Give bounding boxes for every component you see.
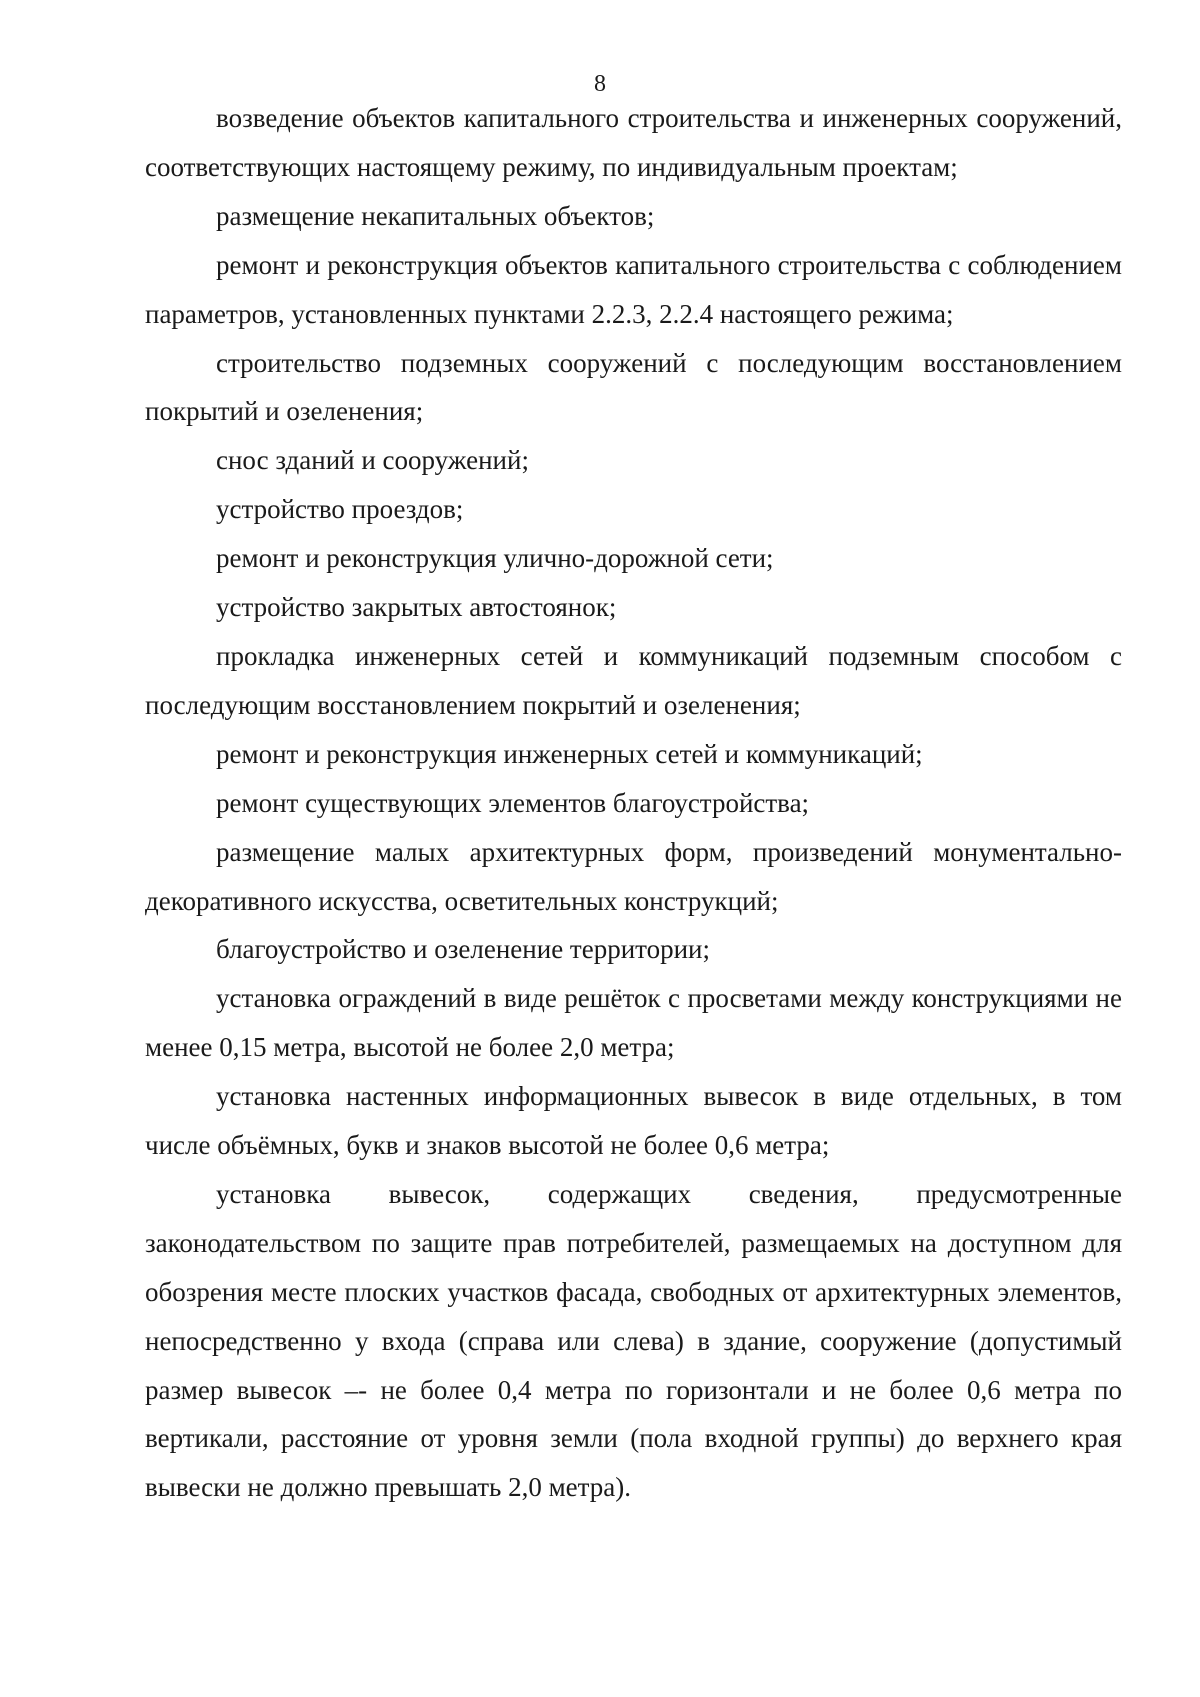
paragraph: снос зданий и сооружений;	[216, 445, 529, 476]
paragraph: устройство проездов;	[216, 494, 464, 525]
paragraph: прокладка инженерных сетей и коммуникаций подземным способом с последующим восстановлением покрытий и озеленения;	[145, 640, 1122, 720]
document-body	[145, 94, 1122, 1512]
paragraph: установка настенных информационных вывесок в виде отдельных, в том числе объёмных, букв и знаков высотой не более 0,6 метра;	[145, 1081, 1122, 1161]
paragraph: устройство закрытых автостоянок;	[216, 592, 617, 623]
paragraph: установка ограждений в виде решёток с просветами между конструкциями не менее 0,15 метра, высотой не более 2,0 метра;	[145, 983, 1122, 1063]
paragraph: ремонт и реконструкция объектов капитального строительства с соблюдением параметров, установленных пунктами 2.2.3, 2.2.4 настоящего режима;	[145, 249, 1122, 329]
paragraph: строительство подземных сооружений с последующим восстановлением покрытий и озеленения;	[145, 347, 1122, 427]
paragraph: ремонт существующих элементов благоустройства;	[216, 787, 810, 818]
paragraph: размещение малых архитектурных форм, произведений монументально-декоративного искусства, осветительных конструкций;	[145, 836, 1122, 916]
paragraph: установка вывесок, содержащих сведения, предусмотренные законодательством по защите прав потребителей, размещаемых на доступном для обозрения месте плоских участков фасада, свободных от архитектурных элементов, непосредственно у входа (справа или слева) в здание, сооружение (допустимый размер вывесок –- не более 0,4 метра по горизонтали и не более 0,6 метра по вертикали, расстояние от уровня земли (пола входной группы) до верхнего края вывески не должно превышать 2,0 метра).	[145, 1178, 1122, 1503]
paragraph: ремонт и реконструкция инженерных сетей и коммуникаций;	[216, 738, 923, 769]
paragraph: возведение объектов капитального строительства и инженерных сооружений, соответствующих настоящему режиму, по индивидуальным проектам;	[145, 103, 1122, 182]
paragraph: размещение некапитальных объектов;	[216, 200, 655, 231]
paragraph: ремонт и реконструкция улично-дорожной сети;	[216, 543, 774, 574]
page-number: 8	[594, 71, 606, 97]
paragraph: благоустройство и озеленение территории;	[216, 934, 711, 965]
